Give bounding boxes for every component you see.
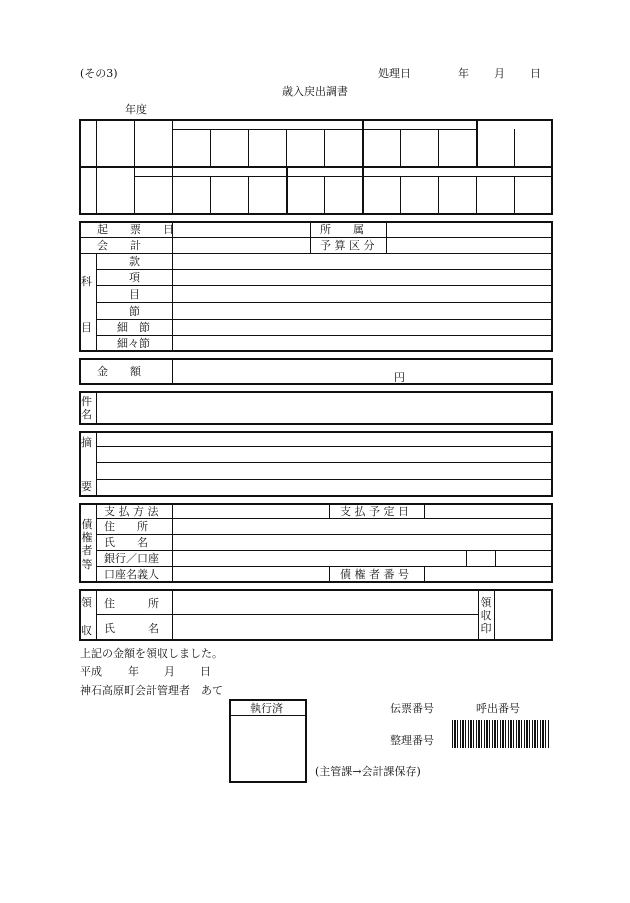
subject-item: 細々節	[117, 337, 150, 350]
executed-label: 執行済	[250, 702, 283, 715]
summary-box	[79, 431, 553, 497]
subject-item: 目	[129, 288, 140, 301]
amount-box	[79, 358, 553, 385]
footer-year-label: 年	[128, 665, 139, 678]
receipt-address-label: 住 所	[104, 597, 159, 610]
bank-account-label: 銀行／口座	[104, 552, 159, 565]
payment-method-label: 支 払 方 法	[104, 505, 159, 518]
barcode	[452, 720, 550, 748]
creditor-number-label: 債 権 者 番 号	[340, 568, 409, 581]
era-label: 平成	[80, 665, 102, 678]
processing-year-label: 年	[458, 67, 469, 80]
form-title: 歳入戻出調書	[282, 85, 348, 98]
receipt-side-top: 領	[81, 596, 92, 609]
budget-class-label: 予 算 区 分	[320, 239, 375, 252]
summary-label-bottom: 要	[81, 480, 92, 493]
creditor-side-label: 債 権 者 等	[81, 518, 93, 571]
processing-day-label: 日	[530, 67, 541, 80]
draft-date-label: 起 票 日	[97, 223, 180, 236]
accounting-label: 会 計	[97, 239, 141, 252]
receipt-side-bottom: 収	[81, 624, 92, 637]
call-number-label: 呼出番号	[476, 702, 520, 715]
receipt-stamp-label: 領 収 印	[480, 596, 492, 636]
received-note: 上記の金額を領収しました。	[80, 647, 223, 660]
slip-number-label: 伝票番号	[390, 702, 434, 715]
sheet-number: (その3)	[80, 67, 118, 80]
subject-label-kan: 科	[81, 275, 92, 288]
subject-item: 節	[129, 305, 140, 318]
reference-number-label: 整理番号	[390, 734, 434, 747]
subject-label-moku: 目	[81, 321, 92, 334]
payment-date-label: 支 払 予 定 日	[340, 505, 409, 518]
receipt-name-label: 氏 名	[104, 622, 159, 635]
amount-unit: 円	[394, 371, 405, 384]
storage-note: (主管課→会計課保存)	[315, 765, 421, 778]
account-table	[79, 221, 553, 352]
subject-title-box	[79, 391, 553, 425]
fiscal-year-label: 年度	[125, 103, 147, 116]
footer-month-label: 月	[164, 665, 175, 678]
department-label: 所 属	[320, 223, 364, 236]
subject-title-label-top: 件	[81, 395, 92, 408]
account-holder-label: 口座名義人	[104, 568, 159, 581]
subject-item: 款	[129, 255, 140, 268]
processing-month-label: 月	[494, 67, 505, 80]
processing-date-label: 処理日	[378, 67, 411, 80]
amount-label: 金 額	[97, 365, 141, 378]
summary-label-top: 摘	[81, 436, 92, 449]
subject-item: 項	[129, 271, 140, 284]
subject-title-label-bottom: 名	[81, 408, 92, 421]
footer-day-label: 日	[200, 665, 211, 678]
creditor-address-label: 住 所	[104, 520, 148, 533]
recipient-label: 神石高原町会計管理者 あて	[80, 684, 223, 697]
creditor-name-label: 氏 名	[104, 536, 148, 549]
subject-item: 細 節	[117, 321, 150, 334]
